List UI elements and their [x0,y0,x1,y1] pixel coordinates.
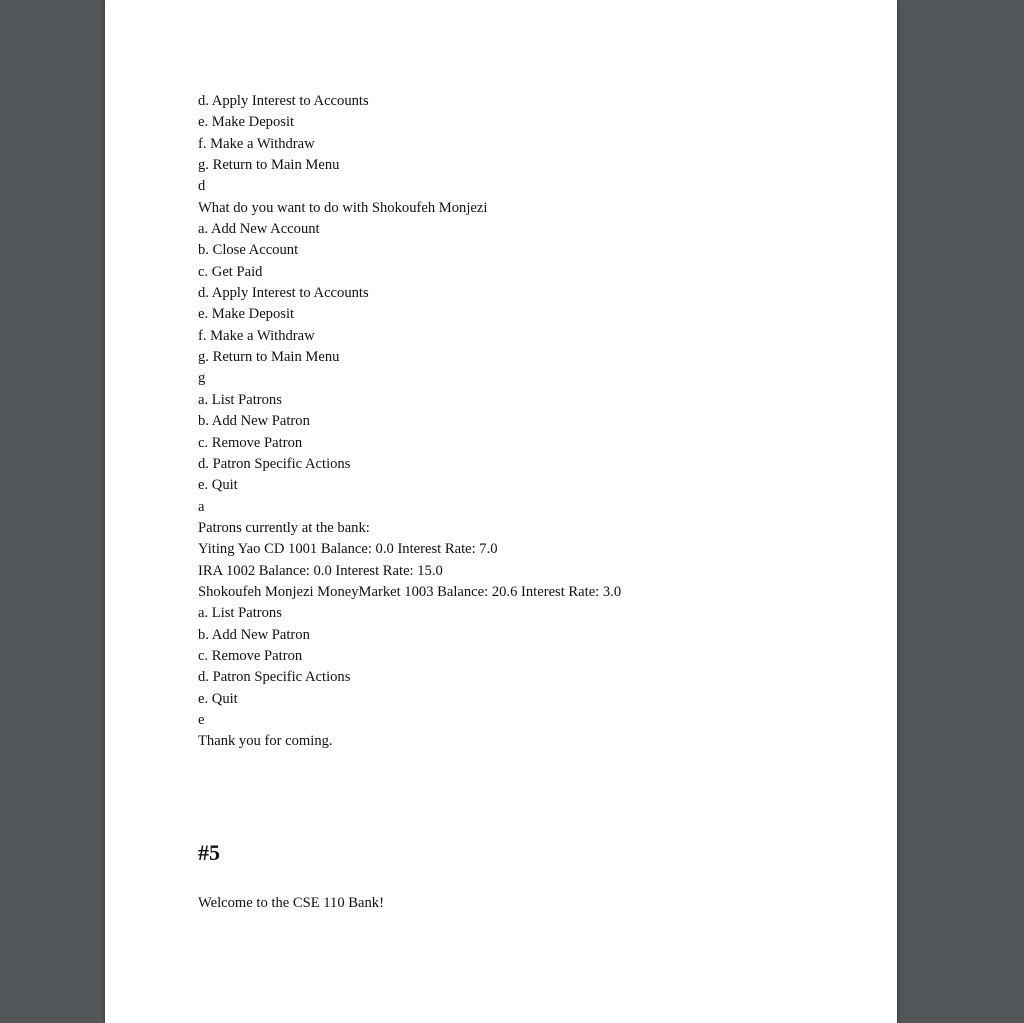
output-line: Patrons currently at the bank: [198,519,370,536]
output-line: d. Apply Interest to Accounts [198,285,369,302]
output-line: a [198,498,205,515]
output-line: e. Make Deposit [198,306,295,323]
output-line: e. Quit [198,477,238,494]
output-line: a. List Patrons [198,391,282,408]
output-line: f. Make a Withdraw [198,135,315,152]
output-line: e [198,711,205,728]
output-line: b. Add New Patron [198,413,310,430]
output-line: What do you want to do with Shokoufeh Monjezi [198,199,488,216]
output-line: b. Add New Patron [198,626,310,643]
output-line: Thank you for coming. [198,733,333,750]
output-line: d. Patron Specific Actions [198,669,351,686]
welcome-text: Welcome to the CSE 110 Bank! [198,895,384,911]
output-line: d. Apply Interest to Accounts [198,93,369,109]
output-line: g. Return to Main Menu [198,349,340,366]
output-line: g. Return to Main Menu [198,157,340,174]
output-line: c. Get Paid [198,263,263,280]
output-line: d. Patron Specific Actions [198,455,351,472]
output-line: c. Remove Patron [198,434,303,451]
output-line: Shokoufeh Monjezi MoneyMarket 1003 Balance: 20.6 Interest Rate: 3.0 [198,583,622,600]
output-line: c. Remove Patron [198,647,303,664]
section-heading: #5 [198,840,220,865]
output-line: IRA 1002 Balance: 0.0 Interest Rate: 15.0 [198,562,443,579]
output-line: e. Make Deposit [198,114,295,131]
output-line: b. Close Account [198,242,299,259]
console-output [198,91,838,753]
output-line: a. List Patrons [198,605,282,622]
output-line: d [198,178,206,195]
output-line: Yiting Yao CD 1001 Balance: 0.0 Interest Rate: 7.0 [198,541,498,558]
output-line: f. Make a Withdraw [198,327,315,344]
document-page [105,0,897,1023]
output-line: a. Add New Account [198,221,320,238]
output-line: e. Quit [198,690,238,707]
output-line: g [198,370,206,387]
